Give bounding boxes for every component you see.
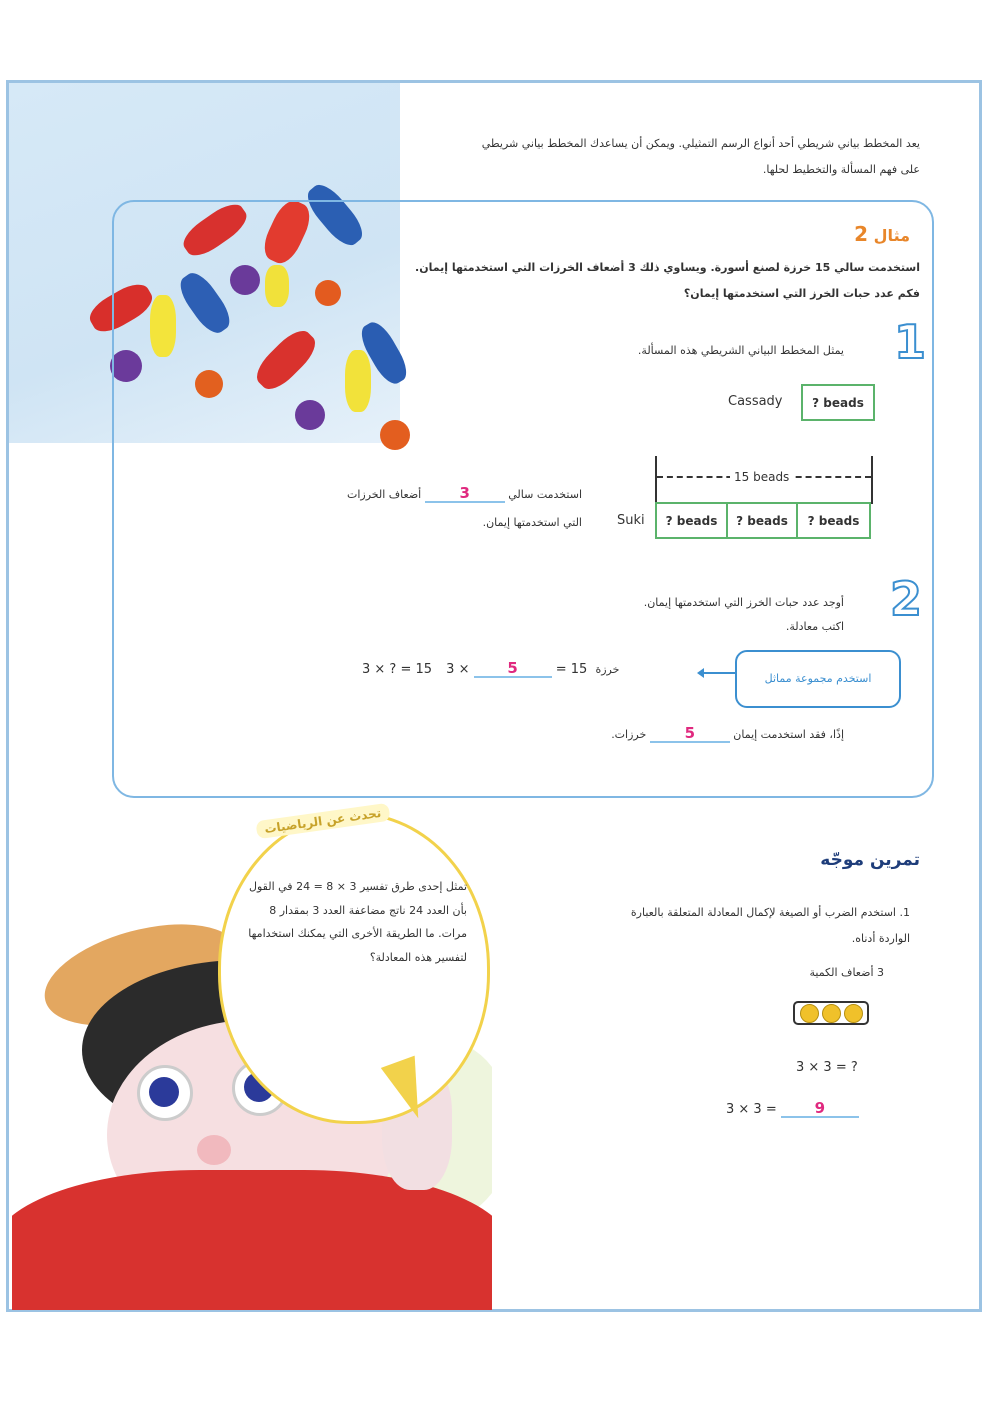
- counter-icon: [844, 1004, 863, 1023]
- equation-left: 3 × ? = 15: [362, 662, 433, 677]
- cassady-bar: ? beads: [801, 384, 875, 421]
- guided-equation-2-prefix: 3 × 3 =: [726, 1102, 777, 1117]
- equation-unit: خرزة: [595, 663, 620, 676]
- equation-answer: 5: [474, 660, 552, 678]
- suki-bar-segment: ? beads: [726, 502, 798, 539]
- bubble-text: تمثل إحدى طرق تفسير 3 × 8 = 24 في القول بأن العدد 24 ناتج مضاعفة العدد 3 بمقدار 8 مرات. ما الطريقة الأخرى التي يمكنك استخدامها لتفسير هذه المعادلة؟: [248, 880, 467, 964]
- counter-icon: [800, 1004, 819, 1023]
- guided-equation-1: 3 × 3 = ?: [796, 1060, 858, 1075]
- conclusion-after: خرزات.: [611, 728, 647, 741]
- step-2-conclusion: [424, 722, 844, 748]
- equation-prefix: 3 ×: [446, 662, 470, 677]
- step-1-text-before: استخدمت سالي: [508, 488, 582, 501]
- bubble-title: تحدث عن الرياضيات: [255, 803, 390, 839]
- step-2-number: 2: [890, 572, 923, 626]
- callout-arrow: [700, 672, 736, 674]
- step-2-text-line-1: أوجد عدد حبات الخرز التي استخدمتها إيمان.: [643, 596, 844, 609]
- step-1-text-after: أضعاف الخرزات: [346, 488, 422, 501]
- step-1-answer: 3: [425, 485, 505, 503]
- guided-phrase: 3 أضعاف الكمية: [809, 966, 884, 979]
- guided-equation-2-answer: 9: [781, 1100, 859, 1118]
- total-label: 15 beads: [730, 470, 793, 484]
- example-title-word: مثال: [873, 226, 910, 245]
- hint-callout: استخدم مجموعة مماثل: [735, 650, 901, 708]
- step-1-answer-line: [262, 482, 582, 508]
- example-problem-line-2: فكم عدد حبات الخرز التي استخدمتها إيمان؟: [683, 287, 920, 300]
- guided-equation-2: [726, 1100, 859, 1118]
- suki-bar: [655, 502, 871, 539]
- conclusion-answer: 5: [650, 725, 730, 743]
- guided-title: تمرين موجّه: [820, 850, 920, 870]
- guided-item-text-2: الواردة أدناه.: [851, 932, 910, 945]
- counters-group: [793, 1001, 869, 1025]
- suki-bar-segment: ? beads: [655, 502, 728, 539]
- guided-item-text-1: استخدم الضرب أو الصيغة لإكمال المعادلة المتعلقة بالعبارة: [630, 906, 896, 919]
- callout-arrow-head: [697, 668, 704, 678]
- example-problem-line-1: استخدمت سالي 15 خرزة لصنع أسورة. ويساوي ذلك 3 أضعاف الخرزات التي استخدمتها إيمان.: [415, 261, 920, 274]
- intro-line-2: على فهم المسألة والتخطيط لحلها.: [762, 163, 920, 176]
- suki-bar-segment: ? beads: [796, 502, 871, 539]
- equation-row: [362, 660, 619, 678]
- example-title: [854, 222, 910, 246]
- equation-suffix: = 15: [555, 662, 588, 677]
- intro-line-1: يعد المخطط بياني شريطي أحد أنواع الرسم التمثيلي. ويمكن أن يساعدك المخطط بياني شريطي: [481, 137, 920, 150]
- guided-item-number: 1.: [899, 906, 910, 919]
- step-1-text: يمثل المخطط البياني الشريطي هذه المسألة.: [637, 344, 844, 357]
- guided-item: [410, 900, 910, 926]
- step-1-number: 1: [894, 315, 927, 369]
- suki-label: Suki: [617, 513, 645, 528]
- example-title-number: 2: [854, 222, 869, 246]
- step-2-text-line-2: اكتب معادلة.: [785, 620, 844, 633]
- step-1-text-line-2: التي استخدمتها إيمان.: [482, 516, 582, 529]
- counter-icon: [822, 1004, 841, 1023]
- cassady-label: Cassady: [728, 394, 783, 409]
- conclusion-before: إذًا، فقد استخدمت إيمان: [733, 728, 844, 741]
